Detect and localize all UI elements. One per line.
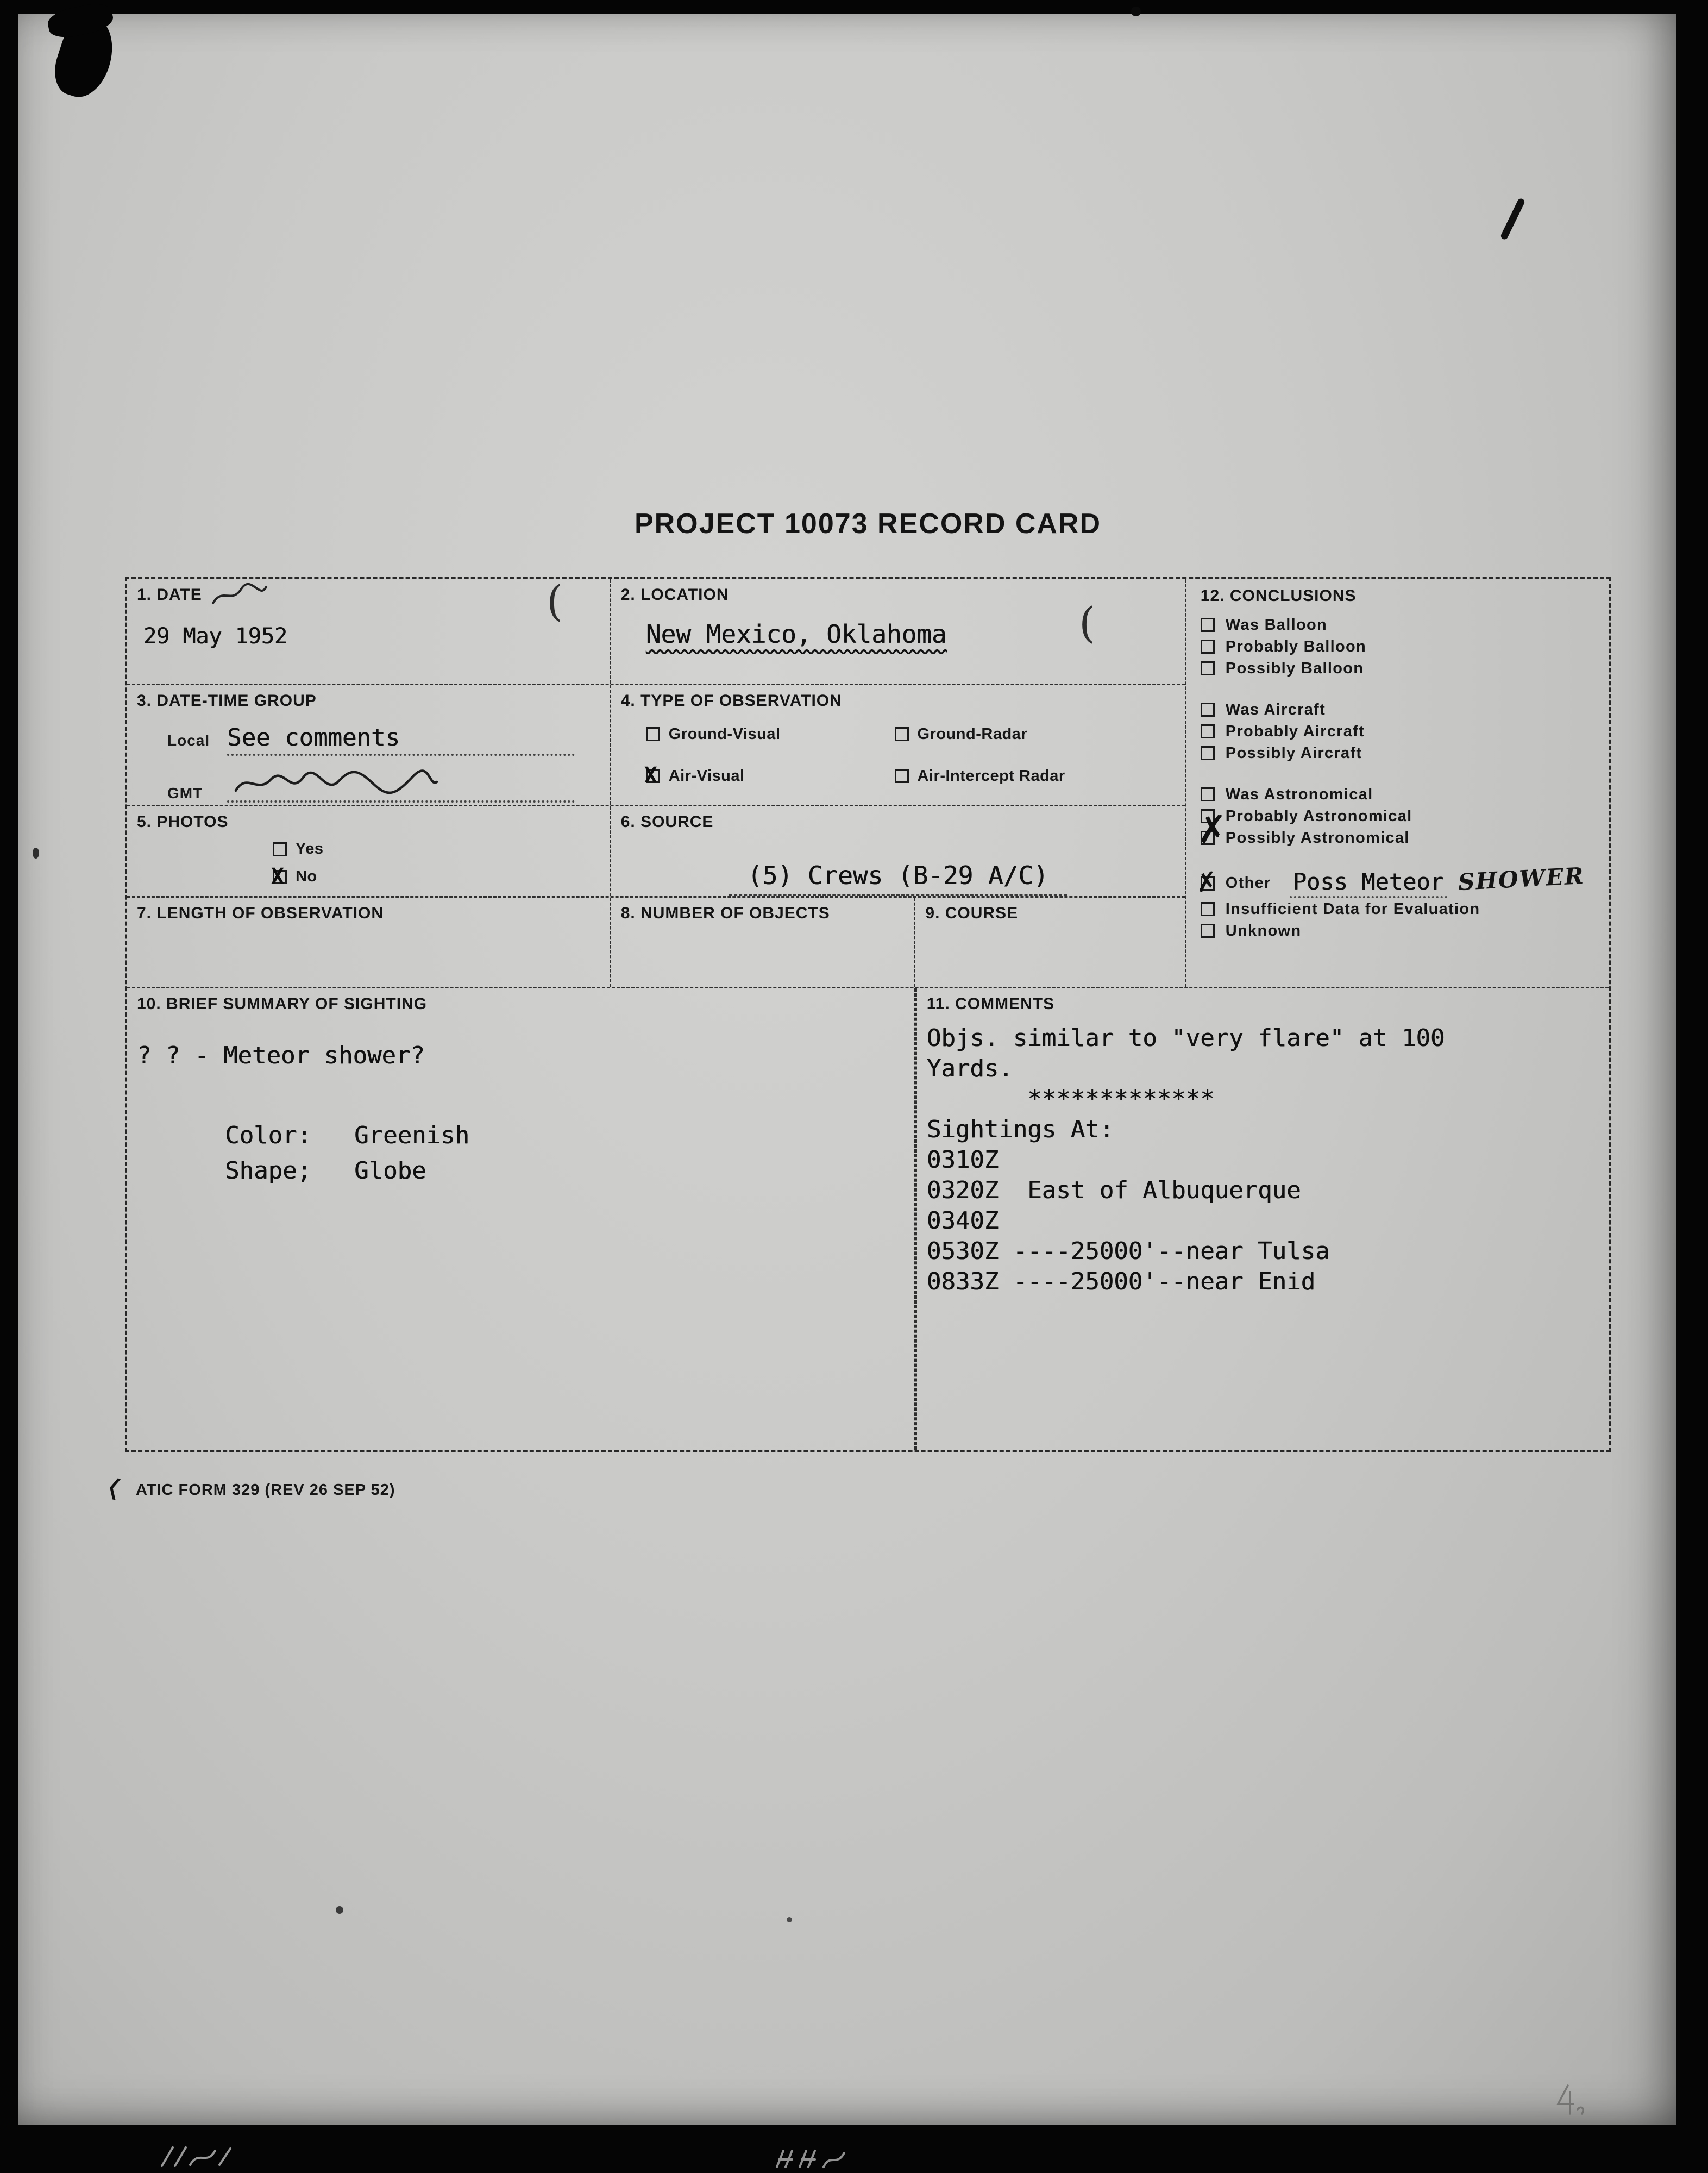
conclusion-item: [1201, 721, 1609, 742]
conclusion-label: Insufficient Data for Evaluation: [1225, 900, 1480, 918]
photos-label: 5. PHOTOS: [137, 813, 229, 831]
comments-line: 0320Z East of Albuquerque: [926, 1176, 1301, 1204]
field-conclusions: [1186, 579, 1609, 987]
summary-color-row: [225, 1122, 904, 1149]
probably-aircraft-checkbox: [1201, 724, 1215, 738]
field-number-of-objects: [610, 898, 914, 987]
conclusion-item: [1201, 805, 1609, 827]
option-photos-yes: [273, 840, 600, 858]
local-label: Local: [167, 731, 210, 749]
row-length-number-course: [127, 898, 1185, 987]
field-type-of-observation: [610, 685, 1185, 805]
length-of-observation-label: 7. LENGTH OF OBSERVATION: [137, 904, 384, 922]
shape-label: Shape;: [225, 1156, 311, 1185]
insufficient-data-checkbox: [1201, 902, 1215, 916]
conclusion-label: Unknown: [1225, 922, 1302, 940]
scanned-paper: [18, 14, 1676, 2125]
summary-label: 10. BRIEF SUMMARY OF SIGHTING: [137, 994, 428, 1013]
conclusion-label: Possibly Aircraft: [1225, 744, 1362, 762]
comments-text: [927, 1023, 1599, 1297]
number-of-objects-label: 8. NUMBER OF OBJECTS: [620, 904, 830, 922]
conclusions-group-aircraft: [1201, 699, 1609, 764]
local-fill-line: [227, 723, 575, 756]
ground-radar-checkbox: [895, 727, 909, 741]
conclusion-item: [1201, 742, 1609, 764]
unknown-checkbox: [1201, 924, 1215, 938]
date-label: 1. DATE: [137, 586, 202, 604]
card-top-rows: [127, 579, 1609, 987]
probably-balloon-checkbox: [1201, 640, 1215, 654]
field-datetime-group: [127, 685, 610, 805]
option-air-visual: [646, 767, 895, 785]
conclusions-label: 12. CONCLUSIONS: [1200, 587, 1357, 605]
other-checkbox: [1201, 876, 1215, 891]
photos-no-checkbox: [273, 870, 287, 884]
handwritten-paren-mark: (: [547, 577, 563, 626]
conclusion-label: Was Balloon: [1225, 616, 1328, 634]
gmt-fill-line: [227, 769, 575, 803]
field-source: [610, 806, 1185, 895]
conclusion-label: Was Astronomical: [1225, 785, 1373, 803]
conclusions-group-other: [1201, 862, 1609, 942]
comments-line: 0833Z ----25000'--near Enid: [926, 1267, 1315, 1295]
comments-line: *************: [926, 1085, 1215, 1113]
location-label: 2. LOCATION: [620, 586, 729, 604]
conclusion-item: [1201, 614, 1609, 636]
dtg-gmt-row: [137, 769, 600, 803]
air-intercept-radar-checkbox: [895, 769, 909, 783]
comments-line: Yards.: [926, 1054, 1013, 1082]
option-ground-radar: [895, 725, 1175, 743]
possibly-balloon-checkbox: [1201, 661, 1215, 675]
source-value: (5) Crews (B-29 A/C): [729, 861, 1067, 896]
row-dtg-observation: [127, 685, 1185, 806]
conclusion-item: [1201, 827, 1609, 849]
conclusions-group-balloon: [1201, 614, 1609, 679]
option-photos-no: [273, 868, 600, 886]
field-photos: [127, 806, 610, 895]
air-intercept-radar-label: Air-Intercept Radar: [917, 767, 1065, 785]
conclusion-label: Probably Balloon: [1225, 637, 1367, 655]
form-number: ATIC FORM 329 (REV 26 SEP 52): [136, 1481, 395, 1499]
frame-handwriting-mark: [774, 2147, 855, 2170]
color-value: Greenish: [354, 1121, 469, 1149]
photos-no-label: No: [296, 868, 317, 886]
gmt-label: GMT: [167, 784, 203, 801]
conclusion-label: Was Aircraft: [1225, 700, 1326, 718]
was-balloon-checkbox: [1201, 618, 1215, 632]
color-label: Color:: [225, 1121, 311, 1149]
handwritten-arrow-mark: ❬: [102, 1473, 127, 1502]
photos-yes-checkbox: [273, 842, 287, 856]
option-air-intercept-radar: [895, 767, 1175, 785]
observation-label: 4. TYPE OF OBSERVATION: [620, 691, 842, 710]
conclusion-label: Possibly Astronomical: [1225, 829, 1410, 847]
comments-line: 0310Z: [926, 1145, 999, 1174]
card-left-columns: [127, 579, 1186, 987]
conclusion-item: [1201, 657, 1609, 679]
ground-visual-label: Ground-Visual: [668, 725, 781, 743]
observation-options: [621, 725, 1175, 785]
field-length-of-observation: [127, 898, 610, 987]
record-card: [125, 577, 1611, 1452]
gmt-handwritten-scribble: [233, 769, 439, 798]
comments-label: 11. COMMENTS: [926, 994, 1055, 1013]
row-summary-comments: [127, 987, 1609, 1450]
comments-line: Objs. similar to "very flare" at 100: [926, 1024, 1445, 1052]
datetime-group-label: 3. DATE-TIME GROUP: [137, 691, 317, 710]
field-brief-summary: [127, 988, 915, 1450]
field-date: [127, 579, 610, 684]
ground-radar-label: Ground-Radar: [917, 725, 1028, 743]
was-astronomical-checkbox: [1201, 787, 1215, 801]
comments-line: Sightings At:: [926, 1115, 1114, 1143]
ground-visual-checkbox: [646, 727, 660, 741]
field-location: [610, 579, 1185, 684]
row-photos-source: [127, 806, 1185, 897]
summary-line1: ? ? - Meteor shower?: [137, 1041, 425, 1069]
possibly-aircraft-checkbox: [1201, 746, 1215, 760]
conclusion-item: [1201, 920, 1609, 942]
other-label: Other: [1225, 874, 1271, 892]
handwritten-paren-mark: (: [1079, 599, 1096, 648]
dtg-local-row: [137, 723, 600, 756]
shape-value: Globe: [354, 1156, 426, 1185]
field-course: [914, 898, 1184, 987]
possibly-astronomical-checkbox: [1201, 831, 1215, 845]
conclusion-label: Probably Astronomical: [1225, 807, 1412, 825]
source-value-wrap: [621, 861, 1175, 896]
comments-line: 0530Z ----25000'--near Tulsa: [926, 1237, 1330, 1265]
summary-shape-row: [225, 1157, 904, 1185]
frame-handwriting-mark: [159, 2144, 235, 2169]
conclusion-label: Possibly Balloon: [1225, 659, 1364, 677]
was-aircraft-checkbox: [1201, 703, 1215, 717]
conclusion-item: [1201, 898, 1609, 920]
conclusions-group-astronomical: [1201, 784, 1609, 849]
conclusion-item: [1201, 699, 1609, 721]
summary-attributes: [137, 1122, 904, 1185]
conclusion-item-other: [1201, 862, 1609, 898]
faint-pen-mark: [1552, 2082, 1590, 2120]
conclusion-label: Probably Aircraft: [1225, 722, 1365, 740]
other-handwritten-value: SHOWER: [1457, 862, 1585, 896]
photos-yes-label: Yes: [296, 840, 324, 858]
course-label: 9. COURSE: [925, 904, 1019, 922]
local-value: See comments: [227, 723, 400, 752]
location-value: New Mexico, Oklahoma: [645, 619, 947, 649]
other-typed-value: Poss Meteor: [1290, 868, 1447, 898]
field-comments: [915, 988, 1609, 1450]
photos-options: [137, 840, 600, 886]
row-date-location: [127, 579, 1185, 685]
page-title: PROJECT 10073 RECORD CARD: [634, 508, 1102, 540]
air-visual-label: Air-Visual: [668, 767, 745, 785]
option-ground-visual: [646, 725, 895, 743]
date-value: 29 May 1952: [143, 624, 287, 649]
air-visual-checkbox: [646, 769, 660, 783]
conclusion-item: [1201, 636, 1609, 657]
source-label: 6. SOURCE: [620, 813, 714, 831]
conclusion-item: [1201, 784, 1609, 805]
comments-line: 0340Z: [926, 1206, 999, 1235]
